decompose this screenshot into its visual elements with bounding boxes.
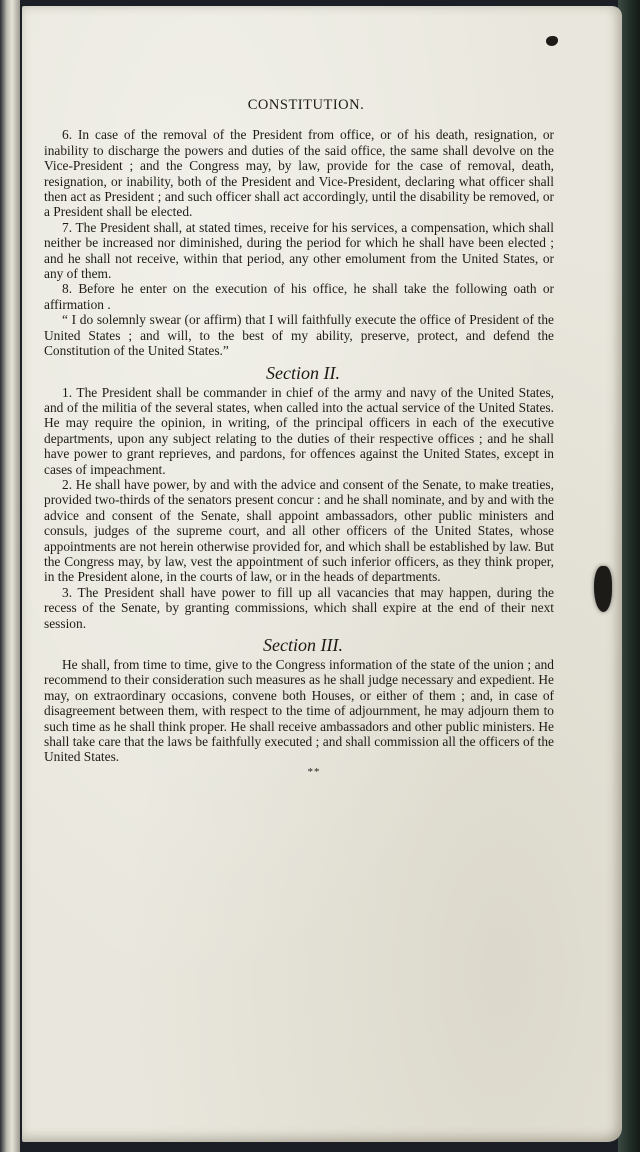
section-2-paragraph-1: 1. The President shall be commander in chief of the army and navy of the United States, and of the militia of the several states, when called into the actual service of the United States. He may require the opinion, in writing, of the principal officers in each of the executive departments, upon any subject relating to the duties of their respective offices ; and he shall have power to grant reprieves, and pardons, for offences against the United States, except in cases of impeachment. [44, 384, 554, 477]
section-3-paragraph-1: He shall, from time to time, give to the Congress information of the state of the union ; and recommend to their consideration such measures as he shall judge necessary and expedient. He may, on extraordinary occasions, convene both Houses, or either of them ; and, in case of disagreement between them, with respect to the time of adjournment, he may adjourn them to such time as he shall think proper. He shall receive ambassadors and other public ministers. He shall take care that the laws be faithfully executed ; and shall commission all the officers of the United States. [44, 657, 554, 765]
paragraph-6: 6. In case of the removal of the President from office, or of his death, resignation, or inability to discharge the powers and duties of the said office, the same shall devolve on the Vice-President ; and the Congress may, by law, provide for the case of removal, death, resignation, or inability, both of the President and Vice-President, declaring what officer shall then act as President ; and such officer shall act accordingly, until the disability be removed, or a President shall be elected. [44, 127, 554, 220]
ink-stain [546, 36, 558, 46]
section-2-paragraph-3: 3. The President shall have power to fill up all vacancies that may happen, during the recess of the Senate, by granting commissions, which shall expire at the end of their next session. [44, 584, 554, 631]
section-2-paragraph-2: 2. He shall have power, by and with the advice and consent of the Senate, to make treaties, provided two-thirds of the senators present concur : and he shall nominate, and by and with the advice and consent of the Senate, shall appoint ambassadors, other public ministers and consuls, judges of the supreme court, and all other officers of the United States, whose appointments are not herein otherwise provided for, and which shall be established by law. But the Congress may, by law, vest the appointment of such inferior officers, as they think proper, in the President alone, in the courts of law, or in the heads of departments. [44, 476, 554, 585]
paper-hole [594, 566, 612, 612]
signature-mark: ** [307, 765, 321, 778]
printed-page [22, 6, 622, 1142]
section-2-heading: Section II. [266, 362, 340, 383]
section-3-heading: Section III. [263, 635, 343, 655]
binding-strip [0, 0, 20, 1152]
running-head: CONSTITUTION. [247, 97, 365, 113]
paragraph-8: 8. Before he enter on the execution of his office, he shall take the following oath or affirmation . [44, 281, 554, 312]
paragraph-7: 7. The President shall, at stated times, receive for his services, a compensation, which shall neither be increased nor diminished, during the period for which he shall have been elected ; and he shall not receive, within that period, any other emolument from the United States, or any of them. [44, 219, 554, 282]
oath-paragraph: “ I do solemnly swear (or affirm) that I will faithfully execute the office of President of the United States ; and will, to the best of my ability, preserve, protect, and defend the Constitution of the United States.” [44, 312, 554, 359]
page-text [44, 98, 554, 780]
